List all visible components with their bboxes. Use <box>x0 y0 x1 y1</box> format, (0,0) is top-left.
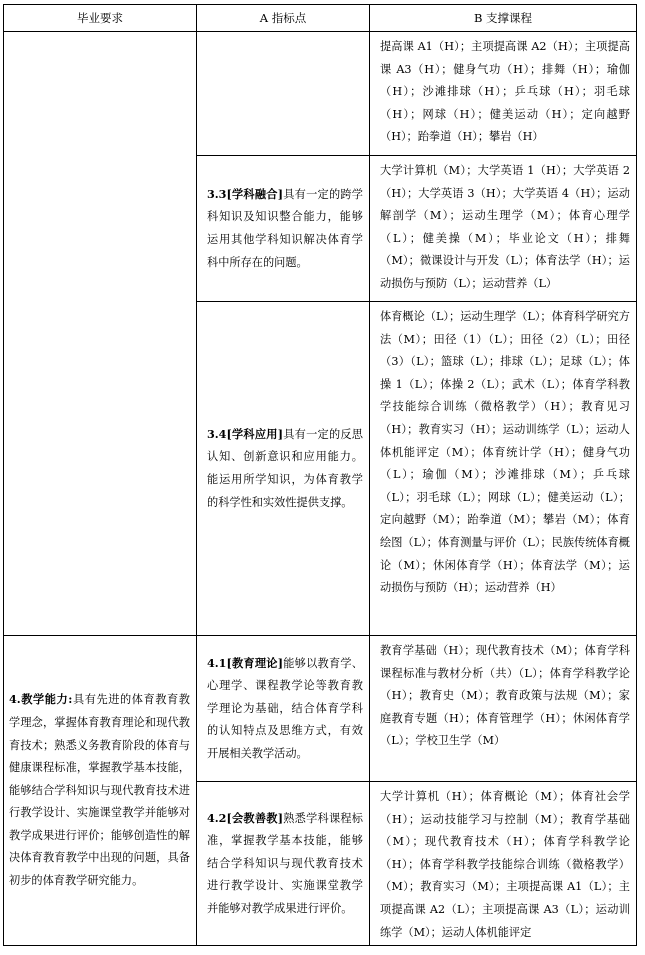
indicator-description: 具有一定的反思认知、创新意识和应用能力。能运用所学知识，为体育教学的科学性和实效性提供支撑。 <box>207 427 363 509</box>
indicator-description: 能够以教育学、心理学、课程教学论等教育教学理论为基础，结合体育学科的认知特点及思维方式，有效开展相关教学活动。 <box>207 656 363 760</box>
header-graduation-requirement: 毕业要求 <box>4 5 197 32</box>
courses-text: 大学计算机（H）；体育概论（M）；体育社会学（H）；运动技能学习与控制（M）；教育学基础（M）；现代教育技术（H）；体育学科教学论（H）；体育学科教学技能综合训练（微格教学）（M）；教育实习（M）；主项提高课 A1（L）；主项提高课 A2（L）；主项提高课 A3（L）；运动训练学（M）；运动人体机能评定 <box>380 790 630 939</box>
requirement-cell-continued <box>4 32 197 636</box>
requirement-text <box>4 688 196 892</box>
courses-cell <box>370 302 637 636</box>
header-indicator: A 指标点 <box>197 5 370 32</box>
table-row <box>4 636 637 782</box>
indicator-cell <box>197 782 370 946</box>
indicator-cell <box>197 302 370 636</box>
indicator-keyword: [会教善教] <box>226 810 283 825</box>
indicator-number: 3.3 <box>207 186 227 201</box>
courses-cell <box>370 636 637 782</box>
requirement-title: 4.教学能力: <box>9 692 73 707</box>
indicator-text <box>197 807 369 921</box>
indicator-description: 具有一定的跨学科知识及知识整合能力，能够运用其他学科知识解决体育学科中所存在的问题。 <box>207 187 363 269</box>
indicator-keyword: [教育理论] <box>226 655 283 670</box>
indicator-cell-continued <box>197 32 370 156</box>
header-supporting-courses: B 支撑课程 <box>370 5 637 32</box>
indicator-text <box>197 183 369 274</box>
courses-text: 教育学基础（H）；现代教育技术（M）；体育学科课程标准与教材分析（共）（L）；体育学科教学论（H）；教育史（M）；教育政策与法规（M）；家庭教育专题（H）；体育管理学（H）；休闲体育学（L）；学校卫生学（M） <box>380 644 630 748</box>
courses-text: 大学计算机（M）；大学英语 1（H）；大学英语 2（H）；大学英语 3（H）；大学英语 4（H）；运动解剖学（M）；运动生理学（M）；体育心理学（L）；健美操（M）；毕业论文（H）；排舞（M）；微课设计与开发（L）；体育法学（H）；运动损伤与预防（L）；运动营养（L） <box>380 164 630 290</box>
curriculum-matrix-table <box>3 4 637 946</box>
courses-cell <box>370 32 637 156</box>
indicator-cell <box>197 636 370 782</box>
requirement-description: 具有先进的体育教育教学理念，掌握体育教育理论和现代教育技术；熟悉义务教育阶段的体育与健康课程标准，掌握教学基本技能，能够结合学科知识与现代教育技术进行教学设计、实施课堂教学并能够对教学成果进行评价；能够创造性的解决体育教育教学中出现的问题，具备初步的体育教学研究能力。 <box>9 693 190 888</box>
table-row <box>4 32 637 156</box>
courses-text: 体育概论（L）；运动生理学（L）；体育科学研究方法（M）；田径（1）（L）；田径（2）（L）；田径（3）（L）；篮球（L）；排球（L）；足球（L）；体操 1（L）；体操 2（L）；武术（L）；体育学科教学技能综合训练（微格教学）（H）；教育见习（H）；教育实习（H）；运动训练学（L）；运动人体机能评定（M）；体育统计学（H）；健身气功（L）；瑜伽（M）；沙滩排球（M）；乒乓球（L）；羽毛球（L）；网球（L）；健美运动（L）；定向越野（M）；跆拳道（M）；攀岩（M）；体育绘图（L）；体育测量与评价（L）；民族传统体育概论（M）；休闲体育学（H）；体育法学（M）；运动损伤与预防（H）；运动营养（H） <box>380 310 630 595</box>
indicator-number: 4.1 <box>207 655 227 670</box>
indicator-keyword: [学科应用] <box>226 426 283 441</box>
courses-cell <box>370 782 637 946</box>
indicator-text <box>197 423 369 514</box>
courses-text: 提高课 A1（H）；主项提高课 A2（H）；主项提高课 A3（H）；健身气功（H）；排舞（H）；瑜伽（H）；沙滩排球（H）；乒乓球（H）；羽毛球（H）；网球（H）；健美运动（H）；定向越野（H）；跆拳道（H）；攀岩（H） <box>380 40 630 144</box>
indicator-keyword: [学科融合] <box>226 186 283 201</box>
indicator-number: 4.2 <box>207 810 227 825</box>
indicator-number: 3.4 <box>207 426 227 441</box>
courses-cell <box>370 156 637 302</box>
indicator-description: 熟悉学科课程标准，掌握教学基本技能，能够结合学科知识与现代教育技术进行教学设计、实施课堂教学并能够对教学成果进行评价。 <box>207 811 363 915</box>
header-row <box>4 5 637 32</box>
indicator-text <box>197 652 369 766</box>
indicator-cell <box>197 156 370 302</box>
requirement-cell <box>4 636 197 946</box>
